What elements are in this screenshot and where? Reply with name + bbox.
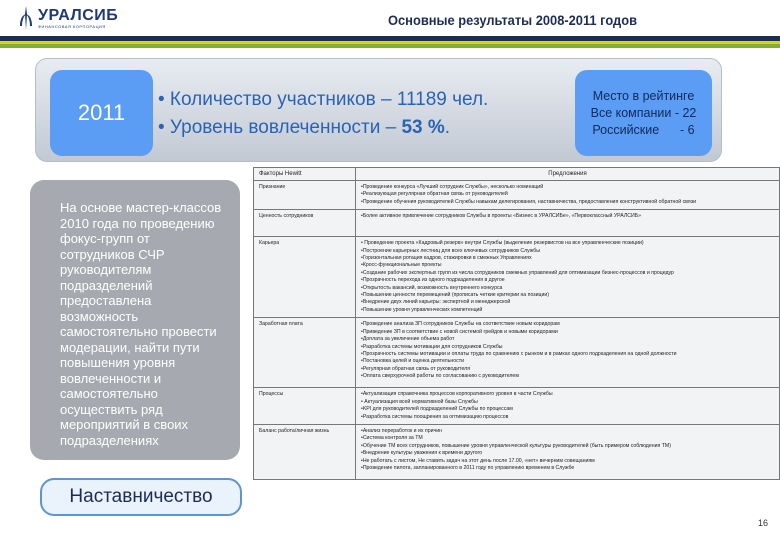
factor-cell: Процессы bbox=[254, 388, 356, 425]
proposal-item: •Оплата сверхурочной работы по согласованию с руководителем bbox=[361, 373, 519, 380]
table-row bbox=[254, 210, 780, 237]
proposal-item: •KPI для руководителей подразделений Службы по процессам bbox=[361, 406, 513, 413]
proposal-item: •Реализующая регулярная обратная связь от руководителей bbox=[361, 191, 508, 198]
proposal-item: •Разработка системы мотивации для сотрудников Службы bbox=[361, 343, 503, 350]
proposal-item: •Приведение ЗП в соответствие с новой системой грейдов и новыми коридорами bbox=[361, 328, 558, 335]
table-row bbox=[254, 388, 780, 425]
mentoring-box: Наставничество bbox=[40, 478, 242, 516]
proposal-item: •Проведение анализа ЗП сотрудников Службы на соответствие новым коридорам bbox=[361, 321, 560, 328]
proposal-item: •Обучение ТМ всех сотрудников, повышение уровня управленческой культуры руководителей (быть примером соблюдения ТМ) bbox=[361, 442, 671, 449]
proposal-item: •Внедрение двух линий карьеры: экспертной и менеджерской bbox=[361, 299, 511, 306]
rating-all: Все компании - 22 bbox=[590, 105, 697, 120]
proposal-item: •Прозрачность перехода из одного подразделения в другое bbox=[361, 277, 505, 284]
proposal-item: •Повышение уровня управленческих компетенций bbox=[361, 306, 483, 313]
proposal-item: •Построение карьерных лестниц для всех ключевых сотрудников Службы bbox=[361, 247, 540, 254]
rating-russian: Российские - 6 bbox=[592, 122, 695, 137]
factor-cell: Баланс работа/личная жизнь bbox=[254, 424, 356, 479]
engagement-value: 53 % bbox=[401, 117, 445, 138]
hewitt-table bbox=[253, 167, 780, 480]
factor-cell: Заработная плата bbox=[254, 318, 356, 388]
table-row bbox=[254, 237, 780, 318]
engagement-suffix: . bbox=[444, 117, 451, 138]
table-row bbox=[254, 318, 780, 388]
slide-title: Основные результаты 2008-2011 годов bbox=[388, 12, 638, 28]
proposal-item: •Проведение обучения руководителей Службы навыкам делегирования, наставничества, предоставления конструктивной обратной связи bbox=[361, 198, 696, 205]
summary-bullets bbox=[158, 86, 488, 142]
proposal-item: •Постановка целей и оценка деятельности bbox=[361, 358, 465, 365]
proposal-item: •Прозрачность системы мотивации и оплаты труда по сравнению с рынком и в рамках одного подразделения на одной должности bbox=[361, 350, 677, 357]
proposal-item: •Повышение ценности перемещений (прописать четкие критерии на позиции) bbox=[361, 292, 550, 299]
proposal-item: • Актуализация всей нормативной базы Службы bbox=[361, 398, 478, 405]
proposals-cell bbox=[356, 424, 780, 479]
proposal-item: •Открытость вакансий, возможность внутреннего конкурса bbox=[361, 284, 503, 291]
table-row bbox=[254, 424, 780, 479]
rating-title: Место в рейтинге bbox=[592, 88, 695, 103]
proposal-item: •Проведение конкурса «Лучший сотрудник Службы», несколько номинаций bbox=[361, 184, 544, 190]
header-stripe-green bbox=[0, 44, 780, 48]
table-row bbox=[254, 181, 780, 210]
proposals-cell bbox=[356, 318, 780, 388]
factor-cell: Карьера bbox=[254, 237, 356, 318]
factor-cell: Ценность сотрудников bbox=[254, 210, 356, 237]
logo-name: УРАЛСИБ bbox=[38, 6, 119, 24]
column-header-proposals: Предложения bbox=[356, 168, 780, 181]
proposal-item: •Регулярная обратная связь от руководителя bbox=[361, 365, 471, 372]
proposal-item: •Внедрение культуры уважения к времени другого bbox=[361, 450, 483, 457]
proposal-item: •Более активное привлечение сотрудников Службы в проекты «Бизнес в УРАЛСИБе», «Первоклассный УРАЛСИБ» bbox=[361, 213, 642, 220]
factor-cell: Признание bbox=[254, 181, 356, 210]
proposal-item: •Анализ переработок и их причин bbox=[361, 427, 442, 434]
proposal-item: •Система контроля за ТМ bbox=[361, 435, 423, 442]
side-note: На основе мастер-классов 2010 года по проведению фокус-групп от сотрудников СЧР руководителям подразделений предоставлена возможность самостоятельно провести модерации, найти пути повышения уровня вовлеченности и самостоятельно осуществить ряд мероприятий в своих подразделениях bbox=[30, 180, 240, 460]
proposal-item: •Не работать с листом, Не ставить задач на этот день после 17.00, «нет» вечерним совещаниям bbox=[361, 457, 595, 464]
proposal-item: • Проведение проекта «Кадровый резерв» внутри Службы (выделение резервистов на все управленческие позиции) bbox=[361, 240, 644, 247]
logo-subtitle: ФИНАНСОВАЯ КОРПОРАЦИЯ bbox=[38, 23, 106, 29]
page-number: 16 bbox=[757, 518, 768, 528]
column-header-factors: Факторы Hewitt bbox=[254, 168, 356, 181]
engagement-bullet bbox=[158, 114, 488, 142]
rating-box bbox=[575, 70, 712, 156]
proposal-item: •Доплата за увеличение объема работ bbox=[361, 336, 455, 343]
proposal-item: •Актуализация справочника процессов корпоративного уровня в части Службы bbox=[361, 391, 553, 398]
proposal-item: •Проведение пилота, запланированного в 2011 году по управлению временем в Службе bbox=[361, 464, 575, 471]
proposal-item: •Горизонтальная ротация кадров, стажировки в смежных Управлениях bbox=[361, 255, 532, 262]
logo bbox=[18, 6, 118, 30]
engagement-label: • Уровень вовлеченности – bbox=[158, 117, 402, 138]
proposals-cell bbox=[356, 237, 780, 318]
proposal-item: •Кросс-функциональные проекты bbox=[361, 262, 442, 269]
year-box: 2011 bbox=[50, 70, 153, 156]
logo-icon bbox=[18, 6, 34, 30]
proposals-cell bbox=[356, 181, 780, 210]
proposals-cell bbox=[356, 388, 780, 425]
participants-bullet: • Количество участников – 11189 чел. bbox=[158, 89, 489, 110]
proposal-item: •Создание рабочих экспертных групп из числа сотрудников смежных управлений для оптимизации бизнес-процессов и процедур bbox=[361, 269, 674, 276]
proposal-item: •Разработка системы поощрения за оптимизацию процессов bbox=[361, 413, 509, 420]
proposals-cell bbox=[356, 210, 780, 237]
